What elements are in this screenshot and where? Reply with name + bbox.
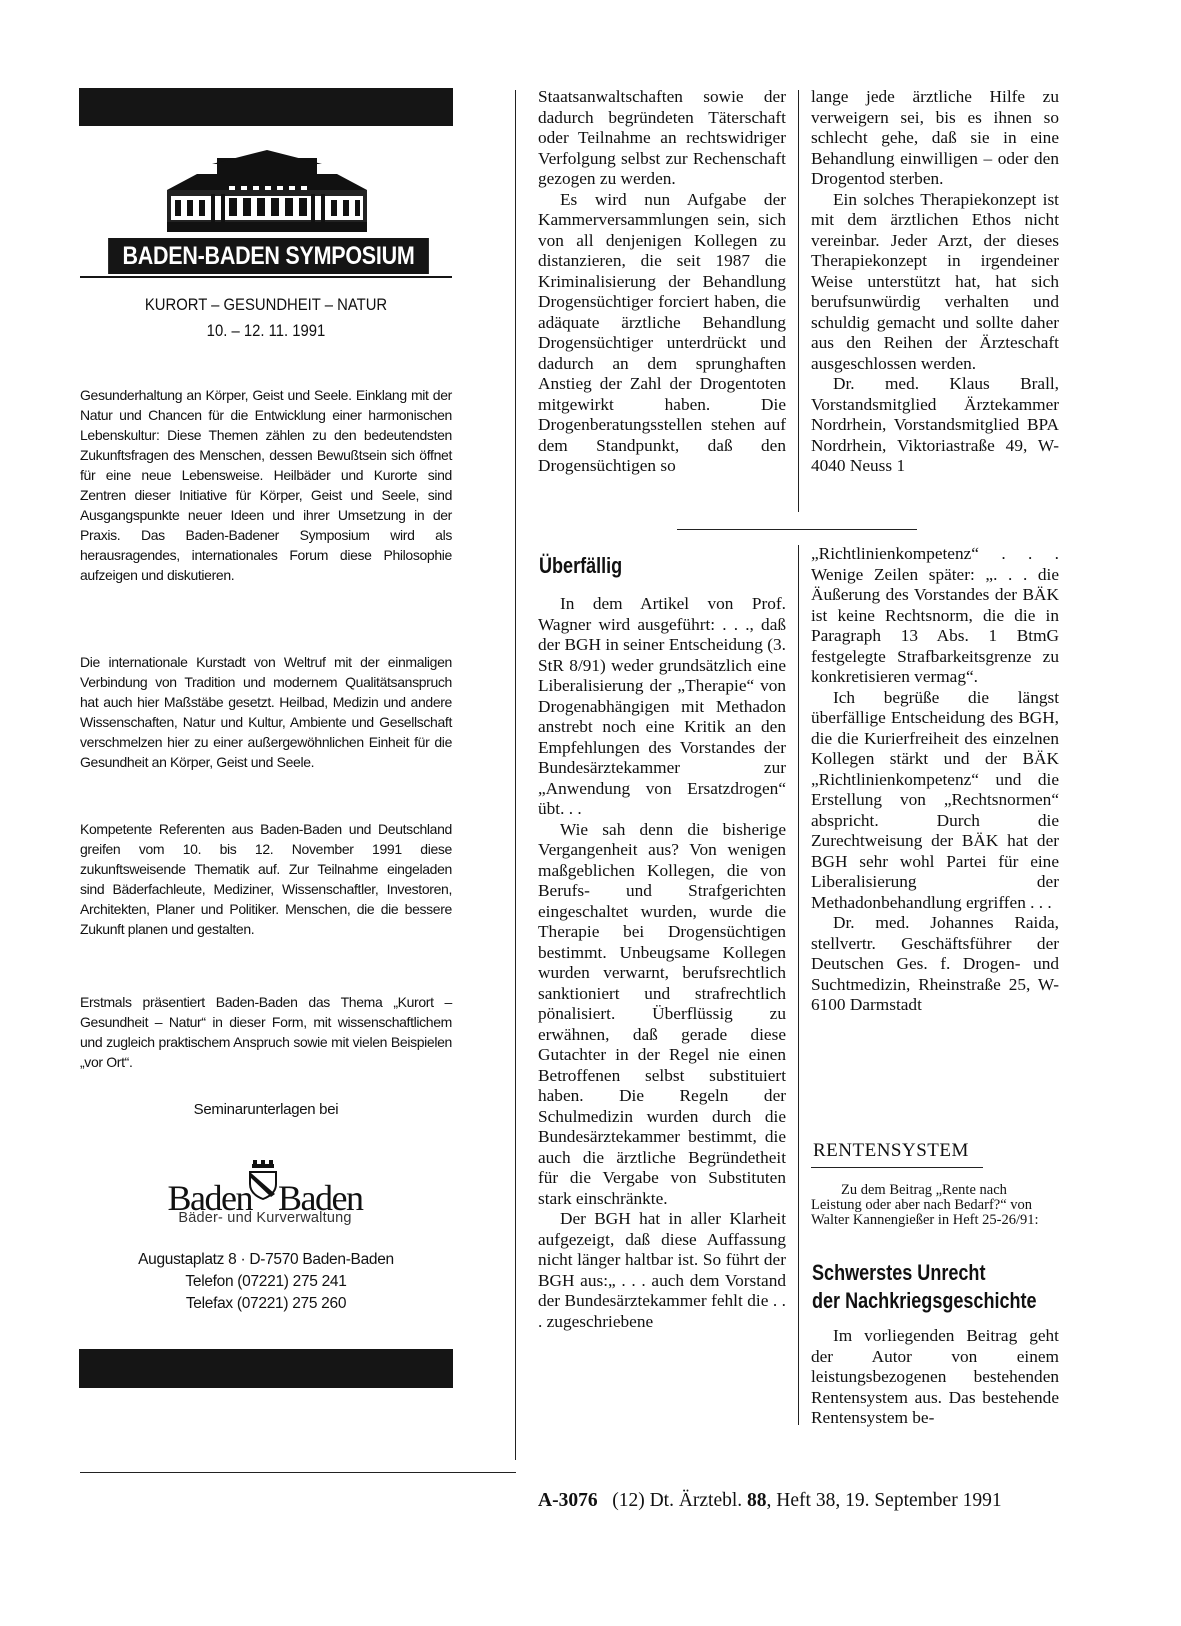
ad-paragraph-1: Gesunderhaltung an Körper, Geist und Seele. Einklang mit der Natur und Chancen für die Entwicklung einer harmonischen Lebenskultur: Diese Themen zählen zu den bedeutendsten Zukunftsfragen des Menschen, dessen Bewußtsein sich öffnet für eine neue Lebensweise. Heilbäder und Kurorte sind Zentren dieser Initiative für Körper, Geist und Seele, sind Ausgangspunkte neuer Ideen und ihrer Umsetzung in der Praxis. Das Baden-Badener Symposium wird als herausragendes, internationales Forum diese Philosophie aufzeigen und diskutieren. <box>80 387 452 583</box>
letter1-para: Staatsanwaltschaften sowie der dadurch begründeten Täterschaft oder Teilnahme an rechtswidriger Verfolgung selbst zur Rechenschaft gezogen zu werden. <box>538 87 786 188</box>
ad-fax: Telefax (07221) 275 260 <box>185 1295 347 1312</box>
issue-date: , Heft 38, 19. September 1991 <box>766 1490 1002 1511</box>
logo-subtitle: Bäder- und Kurverwaltung <box>178 1210 352 1226</box>
letter3-column <box>811 1326 1059 1429</box>
letter3-para: Im vorliegenden Beitrag geht der Autor von einem leistungsbezogenen bestehenden Rentensystem aus. Das bestehende Rentensystem be- <box>811 1326 1059 1427</box>
column-divider-left <box>515 90 516 1460</box>
letter2-column-1 <box>538 594 786 1332</box>
page-number: A-3076 <box>538 1490 598 1511</box>
ad-address: Augustaplatz 8 · D-7570 Baden-Baden <box>138 1251 394 1268</box>
letter1-column-2 <box>811 87 1059 477</box>
letter2-para: Ich begrüße die längst überfällige Entscheidung des BGH, die die Kurierfreiheit des einzelnen Kollegen stärkt und der BÄK „Richtlinienkompetenz“ und die Erstellung von „Rechtsnormen“ abspricht. Durch die Zurechtweisung der BÄK hat der BGH sehr wohl Partei für eine Liberalisierung der Methadonbehandlung ergriffen . . . <box>811 687 1059 912</box>
letter3-intro: Zu dem Beitrag „Rente nach Leistung oder aber nach Bedarf?“ von Walter Kannengießer in Heft 25-26/91: <box>811 1182 1039 1228</box>
volume-number: 88 <box>747 1490 767 1511</box>
kurhaus-building-illustration <box>167 150 367 232</box>
ad-paragraph-2: Die internationale Kurstadt von Weltruf mit der einmaligen Verbindung von Tradition und modernem Qualitätsanspruch hat auch hier Maßstäbe gesetzt. Heilbad, Medizin und andere Wissenschaften, Natur und Kultur, Ambiente und Gesellschaft verschmelzen hier zu einer außergewöhnlichen Einheit für die Gesundheit an Körper, Geist und Seele. <box>80 654 452 770</box>
ad-paragraph-4: Erstmals präsentiert Baden-Baden das Thema „Kurort – Gesundheit – Natur“ in dieser Form, mit wissenschaftlichem und zugleich praktischem Anspruch sowie mit vielen Beispielen „vor Ort“. <box>80 994 452 1070</box>
letter1-para: Ein solches Therapiekonzept ist mit dem ärztlichen Ethos nicht vereinbar. Jeder Arzt, der dieses Therapiekonzept in irgendeiner Weise unterstützt hat, hat sich berufsunwürdig verhalten und schuldig gemacht und sollte daher aus den Reihen der Ärzteschaft ausgeschlossen werden. <box>811 189 1059 373</box>
letter2-heading: Überfällig <box>539 553 623 578</box>
bottom-rule-left <box>80 1472 516 1473</box>
letter1-signature: Dr. med. Klaus Brall, Vorstandsmitglied Ärztekammer Nordrhein, Vorstandsmitglied BPA Nordrhein, Viktoriastraße 49, W-4040 Neuss 1 <box>811 374 1059 475</box>
ad-paragraph-3: Kompetente Referenten aus Baden-Baden und Deutschland greifen vom 10. bis 12. November 1991 diese zukunftsweisende Thematik auf. Zur Teilnahme eingeladen sind Bäderfachleute, Mediziner, Wissenschaftler, Investoren, Architekten, Planer und Politiker. Menschen, die die bessere Zukunft planen und gestalten. <box>80 821 452 937</box>
ad-title-underline <box>80 276 452 278</box>
letter2-signature: Dr. med. Johannes Raida, stellvertr. Geschäftsführer der Deutschen Ges. f. Drogen- und Suchtmedizin, Rheinstraße 25, W-6100 Darmstadt <box>811 913 1059 1014</box>
ad-seminar-note: Seminarunterlagen bei <box>193 1101 339 1118</box>
letter3-heading-line-2: der Nachkriegsgeschichte <box>812 1288 1037 1313</box>
letter2-para: Wie sah denn die bisherige Vergangenheit aus? Von wenigen maßgeblichen Kollegen, die von Berufs- und Strafgerichten eingeschaltet wurden, wurde die Therapie bei Drogensüchtigen bestimmt. Unbeugsame Kollegen wurden verwarnt, berufsrechtlich sanktioniert und strafrechtlich pönalisiert. Überflüssig zu erwähnen, daß gerade diese Gutachter in der Regel nie einen Betroffenen selbst substituiert haben. Die Regeln der Schulmedizin wurden durch die Bundesärztekammer bestimmt, die auch die ärztliche Begründetheit für die Vergabe von Substituten stark einschränkte. <box>538 819 786 1208</box>
ad-dates: 10. – 12. 11. 1991 <box>206 322 326 340</box>
letter2-column-2 <box>811 544 1059 1016</box>
letter2-column-divider <box>798 545 799 1425</box>
section-separator <box>677 529 917 530</box>
ad-title: BADEN-BADEN SYMPOSIUM <box>108 238 429 274</box>
letter3-heading-line-1: Schwerstes Unrecht <box>812 1260 986 1285</box>
ad-top-bar <box>79 88 453 126</box>
letter1-column-divider <box>798 90 799 512</box>
letter2-para: Der BGH hat in aller Klarheit aufgezeigt, daß diese Auffassung nicht länger haltbar ist. So führt der BGH aus:„ . . . auch dem Vorstand der Bundesärztekammer fehlt die . . . zugeschriebene <box>538 1209 786 1331</box>
ad-phone: Telefon (07221) 275 241 <box>185 1273 347 1290</box>
journal-name: (12) Dt. Ärztebl. <box>612 1490 743 1511</box>
baden-baden-logo-text: Baden Baden <box>167 1178 363 1218</box>
rubric-underline <box>811 1167 983 1168</box>
letter1-column-1 <box>538 87 786 477</box>
letter2-para: In dem Artikel von Prof. Wagner wird ausgeführt: . . ., daß der BGH in seiner Entscheidung (3. StR 8/91) weder grundsätzlich eine Liberalisierung der „Therapie“ von Drogenabhängigen mit Methadon anstrebt noch eine Kritik an den Empfehlungen des Vorstandes der Bundesärztekammer zur „Anwendung von Ersatzdrogen“ übt. . . <box>538 594 786 818</box>
ad-subtitle: KURORT – GESUNDHEIT – NATUR <box>144 296 388 314</box>
ad-bottom-bar <box>79 1349 453 1388</box>
section-rubric: RENTENSYSTEM <box>813 1140 969 1161</box>
letter1-para: Es wird nun Aufgabe der Kammerversammlungen sein, sich von all denjenigen Kollegen zu distanzieren, die seit 1987 die Kriminalisierung der Behandlung Drogensüchtiger forciert haben, die adäquate ärztliche Behandlung Drogensüchtiger unterdrückt und dadurch an dem sprunghaften Anstieg der Zahl der Drogentoten mitgewirkt haben. Die Drogenberatungsstellen stehen auf dem Standpunkt, daß den Drogensüchtigen so <box>538 189 786 475</box>
letter1-para: lange jede ärztliche Hilfe zu verweigern sei, bis es ihnen so schlecht gehe, daß sie in eine Behandlung einwilligen – oder den Drogentod sterben. <box>811 87 1059 188</box>
letter2-para: „Richtlinienkompetenz“ . . . Wenige Zeilen später: „. . . die Äußerung des Vorstandes der BÄK ist keine Rechtsnorm, die die in Paragraph 13 Abs. 1 BtmG festgelegte Strafbarkeitsgrenze zu konkretisieren vermag“. <box>811 544 1059 686</box>
page-footer <box>538 1490 1002 1512</box>
